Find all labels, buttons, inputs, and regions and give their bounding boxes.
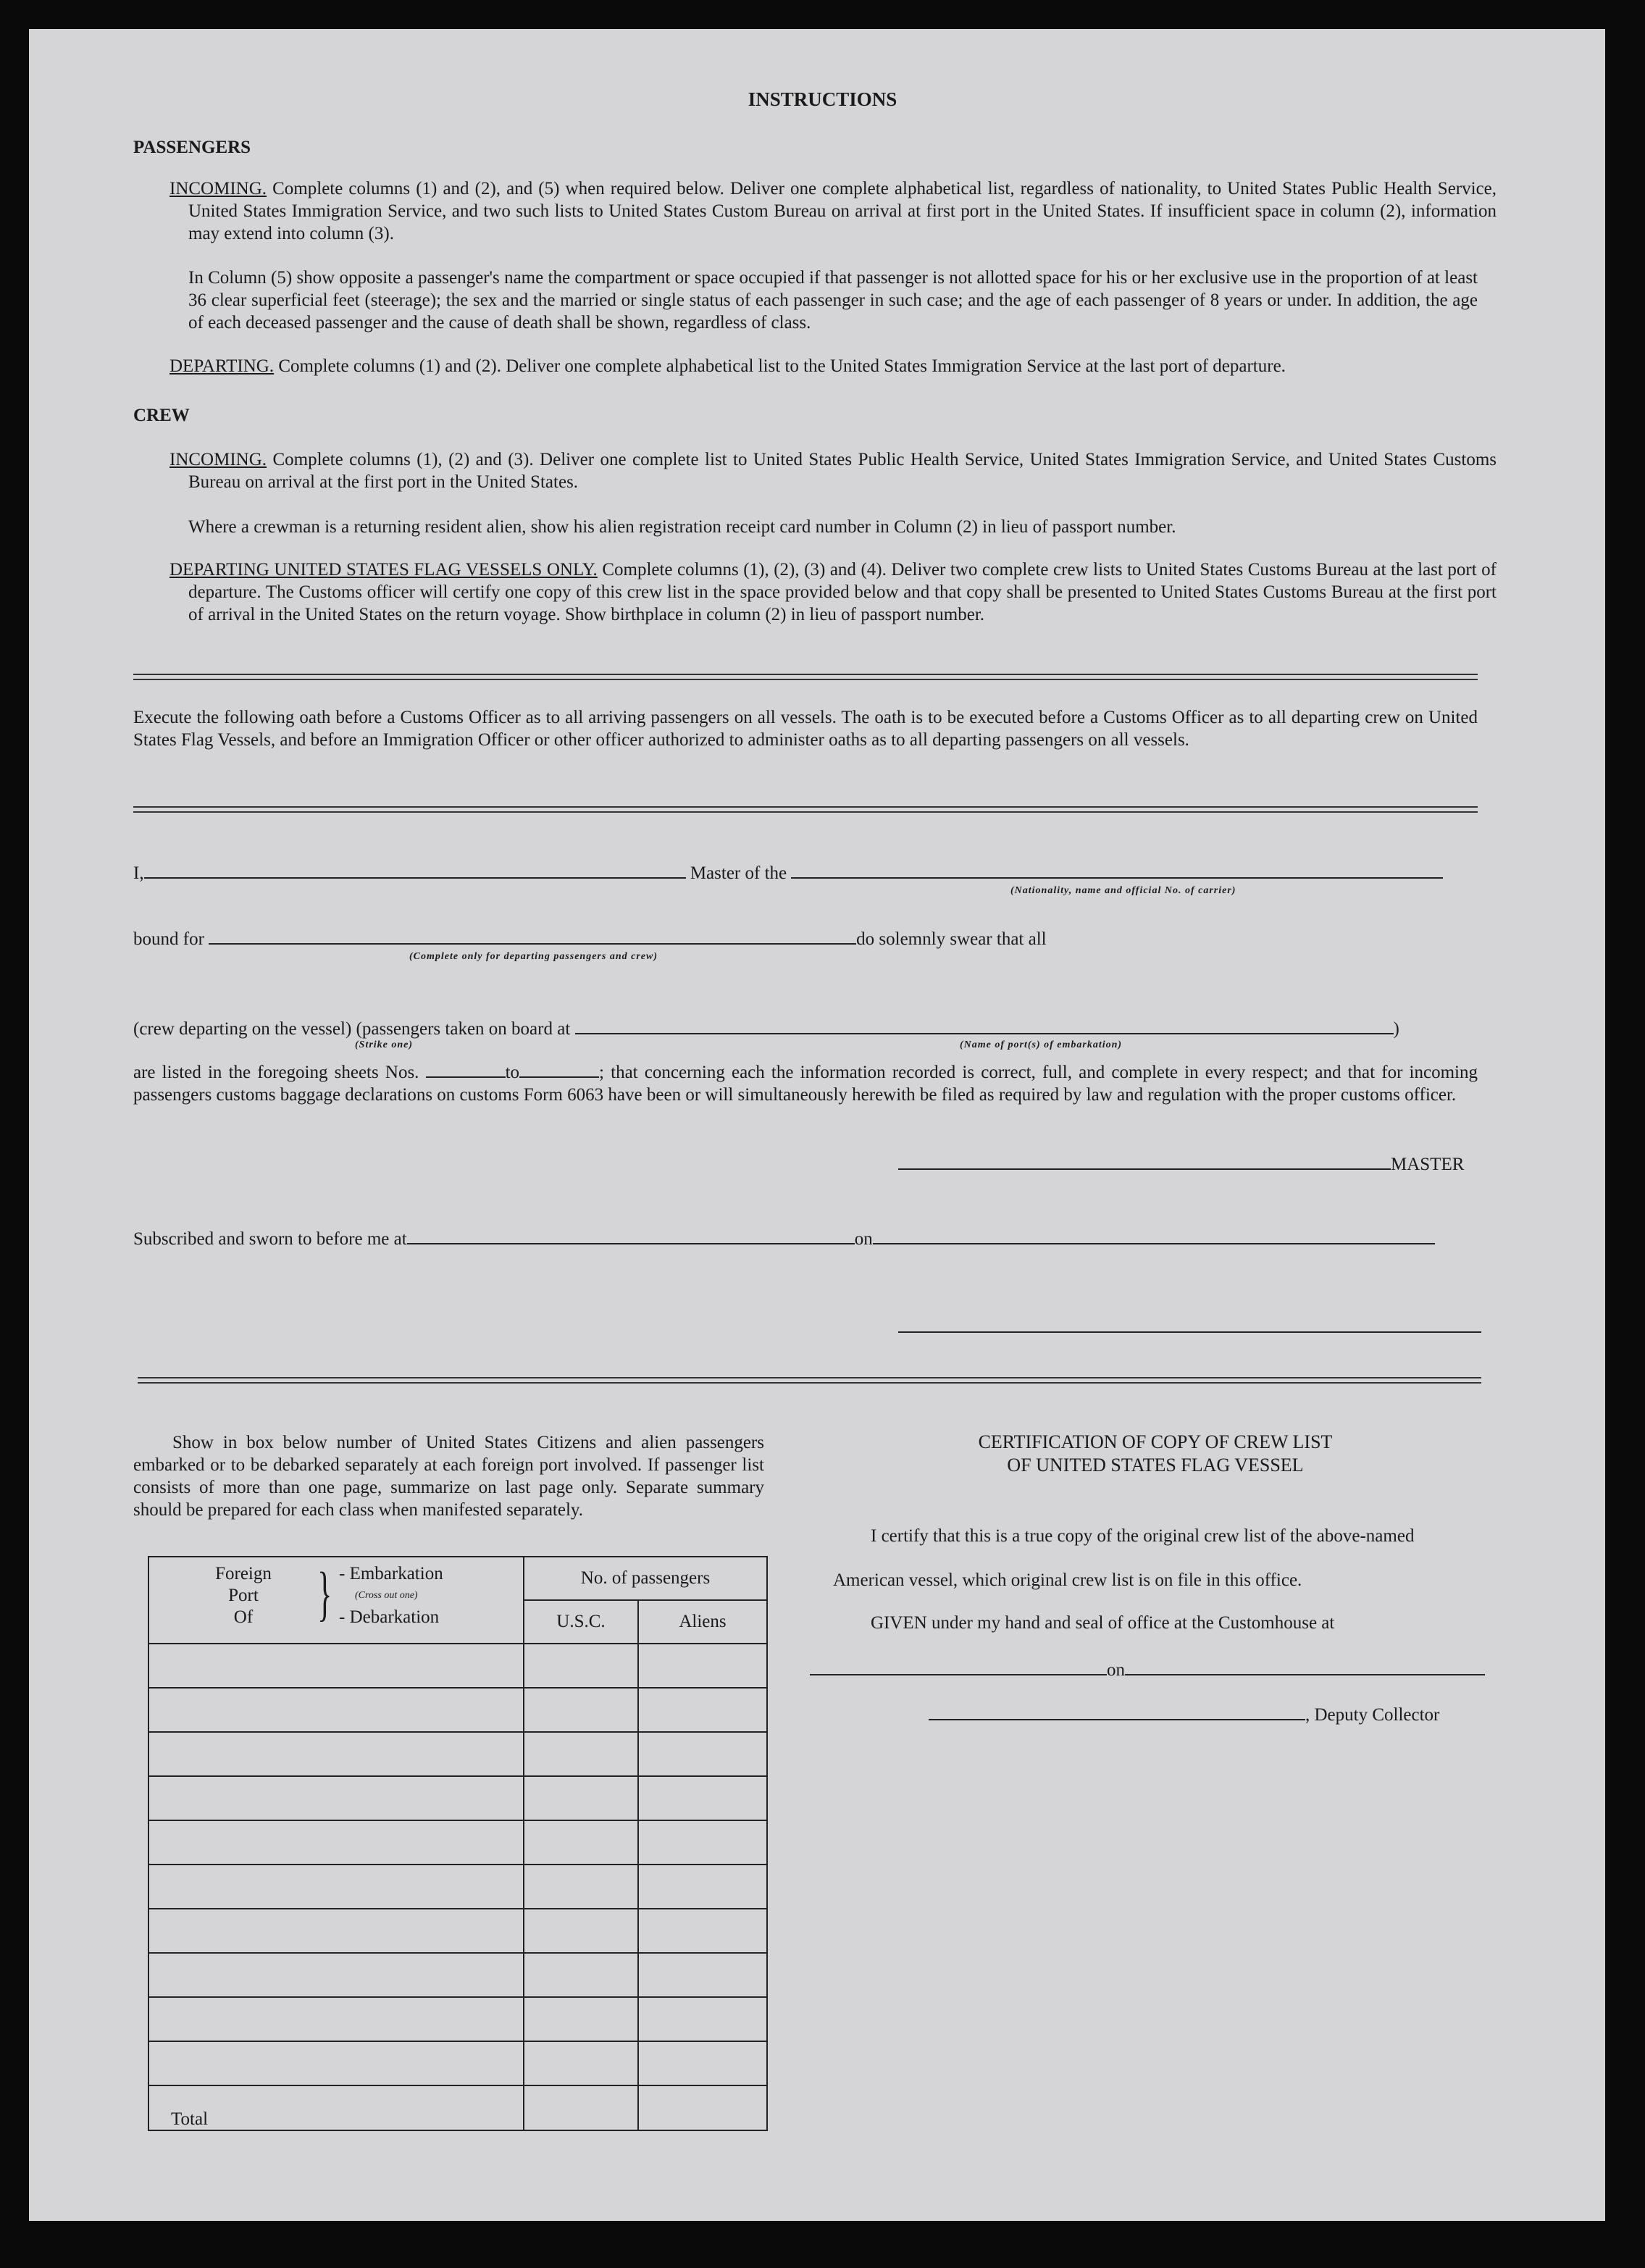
- usc-cell[interactable]: [524, 1776, 638, 1820]
- passengers-option[interactable]: (passengers taken on board at: [356, 1019, 571, 1039]
- aliens-cell[interactable]: [638, 1909, 767, 1953]
- port-cell[interactable]: [148, 1820, 524, 1865]
- embarkation-port-field[interactable]: [575, 1018, 1394, 1034]
- brace-icon: }: [317, 1560, 332, 1628]
- aliens-cell[interactable]: [638, 1820, 767, 1865]
- swear-text: do solemnly swear that all: [856, 929, 1047, 949]
- table-row: [148, 1865, 767, 1909]
- certification-title: [797, 1431, 1514, 1477]
- total-label: Total: [148, 2085, 524, 2130]
- officer-signature-field[interactable]: [898, 1331, 1481, 1333]
- foreign-label: Foreign: [215, 1564, 272, 1583]
- embarkation-option[interactable]: - Embarkation: [339, 1564, 443, 1583]
- port-cell[interactable]: [148, 1776, 524, 1820]
- usc-cell[interactable]: [524, 1909, 638, 1953]
- crew-incoming-label: INCOMING.: [169, 450, 267, 469]
- oath-line-3: [133, 1018, 1399, 1040]
- divider: [133, 806, 1478, 813]
- usc-cell[interactable]: [524, 1644, 638, 1688]
- usc-cell[interactable]: [524, 2041, 638, 2085]
- port-caption: (Name of port(s) of embarkation): [960, 1039, 1123, 1050]
- close-paren: ): [1393, 1019, 1399, 1039]
- passengers-column5: In Column (5) show opposite a passenger's name the compartment or space occupied if that passenger is not allotted space for his or her exclusive use in the proportion of at least 36 clear superficial feet (steerage); the sex and the married or single status of each passenger in such case; and the age of each passenger of 8 years or under. In addition, the age of each deceased passenger and the cause of death shall be shown, regardless of class.: [188, 268, 1478, 332]
- oath-line-1: [133, 862, 1443, 884]
- crew-resident: Where a crewman is a returning resident alien, show his alien registration receipt card number in Column (2) in lieu of passport number.: [188, 517, 1176, 537]
- port-cell[interactable]: [148, 1953, 524, 1997]
- table-row: [148, 2041, 767, 2085]
- deputy-line: [929, 1704, 1439, 1726]
- table-row: [148, 1688, 767, 1732]
- port-cell[interactable]: [148, 1732, 524, 1776]
- master-name-field[interactable]: [144, 863, 686, 879]
- page-title: INSTRUCTIONS: [748, 88, 897, 110]
- aliens-header: Aliens: [638, 1600, 767, 1644]
- usc-cell[interactable]: [524, 1953, 638, 1997]
- passenger-summary-table: [148, 1556, 768, 2131]
- passengers-departing: [169, 355, 1478, 377]
- crew-departing-text: Complete columns (1), (2), (3) and (4). Deliver two complete crew lists to United States Customs Bureau at the last port of departure. The Customs officer will certify one copy of this crew list in the space provided below and that copy shall be presented to United States Customs Bureau at the first port of arrival in the United States on the return voyage. Show birthplace in column (2) in lieu of passport number.: [188, 560, 1497, 624]
- port-cell[interactable]: [148, 1909, 524, 1953]
- aliens-cell[interactable]: [638, 1688, 767, 1732]
- port-cell[interactable]: [148, 1997, 524, 2041]
- crew-departing-label: DEPARTING UNITED STATES FLAG VESSELS ONLY.: [169, 560, 598, 579]
- aliens-cell[interactable]: [638, 2041, 767, 2085]
- carrier-field[interactable]: [791, 863, 1443, 879]
- master-signature: [898, 1153, 1464, 1176]
- cert-on-label: on: [1107, 1660, 1125, 1680]
- aliens-cell[interactable]: [638, 1644, 767, 1688]
- oath-line-2: [133, 928, 1047, 950]
- certify-text: I certify that this is a true copy of the original crew list of the above-named: [871, 1526, 1415, 1546]
- certification-title-2: OF UNITED STATES FLAG VESSEL: [1007, 1455, 1304, 1476]
- table-row: [148, 1644, 767, 1688]
- total-aliens-cell[interactable]: [638, 2085, 767, 2130]
- crew-incoming-text: Complete columns (1), (2) and (3). Deliver one complete list to United States Public Health Service, United States Immigration Service, and United States Customs Bureau on arrival at the first port in the United States.: [188, 450, 1497, 492]
- cert-date-field[interactable]: [1125, 1660, 1485, 1675]
- listed-pre: are listed in the foregoing sheets Nos.: [133, 1063, 419, 1082]
- of-label: Of: [233, 1607, 254, 1627]
- divider: [138, 1377, 1481, 1384]
- aliens-cell[interactable]: [638, 1953, 767, 1997]
- table-row: [148, 1776, 767, 1820]
- table-row: [148, 1909, 767, 1953]
- usc-cell[interactable]: [524, 1688, 638, 1732]
- given-text: GIVEN under my hand and seal of office at the Customhouse at: [871, 1613, 1335, 1633]
- sworn-place-field[interactable]: [407, 1229, 855, 1244]
- bound-caption: (Complete only for departing passengers and crew): [409, 951, 658, 962]
- usc-cell[interactable]: [524, 1997, 638, 2041]
- crew-heading: CREW: [133, 406, 190, 425]
- port-cell[interactable]: [148, 1865, 524, 1909]
- table-row: [148, 1820, 767, 1865]
- total-usc-cell[interactable]: [524, 2085, 638, 2130]
- usc-cell[interactable]: [524, 1865, 638, 1909]
- port-cell[interactable]: [148, 1688, 524, 1732]
- oath-listed: [133, 1061, 1478, 1106]
- customhouse-field[interactable]: [810, 1660, 1107, 1675]
- passengers-incoming: [169, 177, 1497, 245]
- deputy-label: , Deputy Collector: [1305, 1705, 1440, 1725]
- oath-instruction: Execute the following oath before a Customs Officer as to all arriving passengers on all vessels. The oath is to be executed before a Customs Officer as to all departing crew on United States Flag Vessels, and before an Immigration Officer or other officer authorized to administer oaths as to all departing passengers on all vessels.: [133, 708, 1478, 750]
- aliens-cell[interactable]: [638, 1732, 767, 1776]
- master-of-label: Master of the: [690, 863, 787, 883]
- port-label: Port: [228, 1586, 259, 1605]
- sworn-date-field[interactable]: [873, 1229, 1435, 1244]
- aliens-cell[interactable]: [638, 1776, 767, 1820]
- subscribed-line: [133, 1228, 1435, 1250]
- table-row: [148, 1997, 767, 2041]
- american-text: American vessel, which original crew list is on file in this office.: [833, 1570, 1302, 1590]
- port-cell[interactable]: [148, 1644, 524, 1688]
- no-passengers-header: No. of passengers: [524, 1557, 767, 1600]
- certification-title-1: CERTIFICATION OF COPY OF CREW LIST: [978, 1431, 1333, 1452]
- table-row: [148, 1953, 767, 1997]
- crew-incoming: [169, 448, 1497, 493]
- bound-for-field[interactable]: [209, 929, 856, 945]
- on-label: on: [854, 1229, 873, 1249]
- master-signature-field[interactable]: [898, 1154, 1391, 1170]
- sheet-from-field[interactable]: [426, 1062, 506, 1078]
- passengers-heading: PASSENGERS: [133, 138, 251, 157]
- subscribed-label: Subscribed and sworn to before me at: [133, 1229, 407, 1249]
- crew-departing: [169, 558, 1497, 626]
- i-label: I,: [133, 863, 144, 883]
- deputy-signature-field[interactable]: [929, 1704, 1305, 1720]
- aliens-cell[interactable]: [638, 1865, 767, 1909]
- cross-out-caption: (Cross out one): [355, 1590, 418, 1601]
- strike-caption: (Strike one): [355, 1039, 414, 1050]
- divider: [133, 674, 1478, 680]
- table-row: [148, 1732, 767, 1776]
- bound-for-label: bound for: [133, 929, 204, 949]
- port-header: [148, 1557, 524, 1644]
- passengers-incoming-text: Complete columns (1) and (2), and (5) when required below. Deliver one complete alphabetical list, regardless of nationality, to United States Public Health Service, United States Immigration Service, and two such lists to United States Custom Bureau on arrival at first port in the United States. If insufficient space in column (2), information may extend into column (3).: [188, 179, 1497, 243]
- carrier-caption: (Nationality, name and official No. of carrier): [1010, 885, 1236, 896]
- debarkation-option[interactable]: - Debarkation: [339, 1607, 440, 1627]
- aliens-cell[interactable]: [638, 1997, 767, 2041]
- sheet-to-field[interactable]: [519, 1062, 599, 1078]
- summary-instructions: Show in box below number of United States Citizens and alien passengers embarked or to be debarked separately at each foreign port involved. If passenger list consists of more than one page, summarize on last page only. Separate summary should be prepared for each class when manifested separately.: [133, 1433, 764, 1520]
- usc-cell[interactable]: [524, 1732, 638, 1776]
- to-label: to: [505, 1063, 520, 1082]
- usc-cell[interactable]: [524, 1820, 638, 1865]
- usc-header: U.S.C.: [524, 1600, 638, 1644]
- listed-post: ; that concerning each the information recorded is correct, full, and complete in every respect; and that for incoming passengers customs baggage declarations on customs Form 6063 have been or will simultaneously herewith be filed as required by law and regulation with the proper customs officer.: [133, 1063, 1478, 1105]
- master-label: MASTER: [1391, 1155, 1465, 1174]
- port-cell[interactable]: [148, 2041, 524, 2085]
- crew-departing-option[interactable]: (crew departing on the vessel): [133, 1019, 352, 1039]
- customhouse-line: [810, 1659, 1485, 1681]
- passengers-departing-label: DEPARTING.: [169, 356, 275, 376]
- passengers-incoming-label: INCOMING.: [169, 179, 267, 198]
- passengers-departing-text: Complete columns (1) and (2). Deliver one complete alphabetical list to the United States Immigration Service at the last port of departure.: [278, 356, 1286, 376]
